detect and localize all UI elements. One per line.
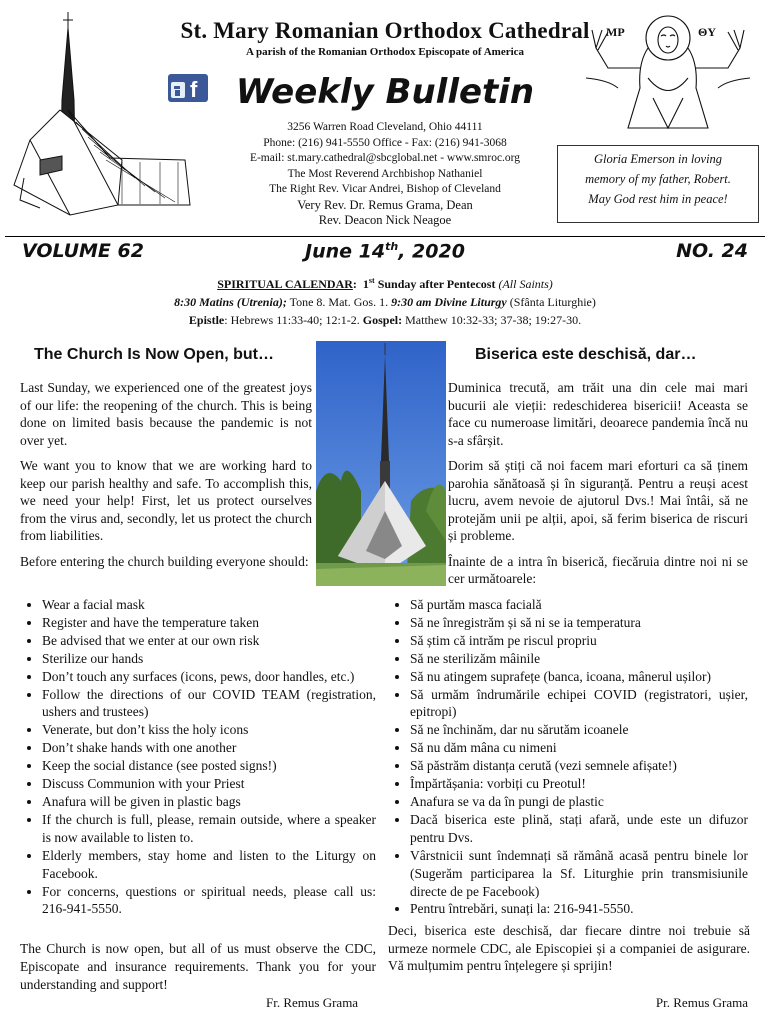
english-paragraph: Before entering the church building everyone should: — [20, 553, 309, 569]
english-paragraph: We want you to know that we are working hard to keep our parish healthy and safe. To accomplish this, we need your help! First, let us protect ourselves from the virus and, secondly, let us protect the church from liabilities. — [20, 458, 312, 543]
romanian-closing: Deci, biserica este deschisă, dar fiecare dintre noi trebuie să urmeze normele CDC, ale Episcopiei și a companiei de asigurare. Vă mulțumim pentru înțelegere și sprijin! — [388, 923, 750, 973]
romanian-paragraph: Dorim să știți că noi facem mari eforturi ca să ținem parohia sănătoasă și în siguranță. Pentru a reuși acest lucru, avem nevoie de ajutorul Dvs.! Mai întâi, să ne protejăm unii pe alții, apoi, să ferim biserica de riscuri și probleme. — [448, 458, 748, 543]
romanian-heading: Biserica este deschisă, dar… — [475, 346, 697, 363]
list-item: • Să ne închinăm, dar nu sărutăm icoanele — [410, 721, 748, 739]
english-heading: The Church Is Now Open, but… — [34, 346, 274, 363]
english-signature: Fr. Remus Grama — [266, 995, 359, 1010]
clergy-archbishop: The Most Reverend Archbishop Nathaniel — [287, 167, 483, 180]
parish-subtitle: A parish of the Romanian Orthodox Episcopate of America — [245, 46, 525, 58]
church-photo — [316, 341, 446, 586]
list-item: • Să purtăm masca facială — [410, 596, 748, 614]
list-item: • Să ne înregistrăm și să ni se ia temperatura — [410, 614, 748, 632]
list-item: • Dacă biserica este plină, stați afară, unde este un difuzor pentru Dvs. — [410, 811, 748, 847]
list-item: • Pentru întrebări, sunați la: 216-941-5550. — [410, 900, 748, 918]
list-item: • For concerns, questions or spiritual needs, please call us: 216-941-5550. — [42, 883, 376, 919]
romanian-paragraph: Înainte de a intra în biserică, fiecăruia dintre noi ni se cer următoarele: — [448, 553, 748, 586]
list-item: • Să păstrăm distanța cerută (vezi semnele afișate!) — [410, 757, 748, 775]
list-item: • If the church is full, please, remain outside, where a speaker is now available to listen to. — [42, 811, 376, 847]
spiritual-calendar: SPIRITUAL CALENDAR: 1st Sunday after Pentecost (All Saints) 8:30 Matins (Utrenia); Tone 8. Mat. Gos. 1. 9:30 am Divine Liturgy (Sfânta Liturghie) Epistle: Hebrews 11:33-40; 12:1-2. Gospel: Matthew 10:32-33; 37-38; 19:27-30. — [174, 276, 596, 327]
email-web[interactable]: E-mail: st.mary.cathedral@sbcglobal.net - www.smroc.org — [249, 152, 521, 164]
volume-label: VOLUME 62 — [22, 240, 144, 262]
english-rules-list — [20, 596, 376, 918]
address: 3256 Warren Road Cleveland, Ohio 44111 — [287, 121, 483, 133]
list-item: • Să nu atingem suprafețe (banca, icoana, mânerul ușilor) — [410, 668, 748, 686]
list-item: • Follow the directions of our COVID TEAM (registration, ushers and trustees) — [42, 686, 376, 722]
memorial-line: memory of my father, Robert. — [585, 172, 731, 186]
romanian-signature: Pr. Remus Grama — [655, 995, 748, 1010]
memorial-line: Gloria Emerson in loving — [593, 152, 723, 166]
svg-text:f: f — [190, 77, 198, 102]
list-item: • Să nu dăm mâna cu nimeni — [410, 739, 748, 757]
list-item: • Elderly members, stay home and listen to the Liturgy on Facebook. — [42, 847, 376, 883]
issue-date: June 14th, 2020 — [305, 240, 465, 263]
list-item: • Don’t shake hands with one another — [42, 739, 376, 757]
list-item: • Anafura will be given in plastic bags — [42, 793, 376, 811]
bulletin-title: Weekly Bulletin — [235, 72, 535, 112]
list-item: • Anafura se va da în pungi de plastic — [410, 793, 748, 811]
divider — [5, 236, 765, 237]
contact-block — [200, 120, 570, 229]
romanian-rules-list — [388, 596, 748, 918]
phone-fax: Phone: (216) 941-5550 Office - Fax: (216) 941-3068 — [263, 136, 507, 149]
list-item: • Să urmăm îndrumările echipei COVID (registratori, ușier, epitropi) — [410, 686, 748, 722]
list-item: • Să știm că intrăm pe riscul propriu — [410, 632, 748, 650]
english-intro — [20, 379, 312, 578]
list-item: • Discuss Communion with your Priest — [42, 775, 376, 793]
romanian-intro — [448, 379, 748, 596]
icon-label-mp: MP — [606, 25, 625, 39]
parish-title: St. Mary Romanian Orthodox Cathedral — [180, 18, 590, 43]
memorial-box — [557, 145, 759, 223]
clergy-deacon: Rev. Deacon Nick Neagoe — [318, 213, 452, 227]
clergy-bishop: The Right Rev. Vicar Andrei, Bishop of Cleveland — [269, 183, 501, 195]
romanian-paragraph: Duminica trecută, am trăit una din cele mai mari bucurii ale vieții: redeschiderea bisericii! Aceasta se face cu numeroase limitări, deoarece pandemia încă nu s-a sfârșit. — [448, 380, 748, 448]
memorial-line: May God rest him in peace! — [588, 192, 728, 206]
list-item: • Wear a facial mask — [42, 596, 376, 614]
list-item: • Keep the social distance (see posted signs!) — [42, 757, 376, 775]
list-item: • Să ne sterilizăm mâinile — [410, 650, 748, 668]
list-item: • Vârstnicii sunt îndemnați să rămână acasă pentru binele lor (Sugerăm participarea la Sf. Liturghie prin transmisiunile directe de pe Facebook) — [410, 847, 748, 901]
icon-label-theta: ΘY — [698, 25, 716, 39]
list-item: • Don’t touch any surfaces (icons, pews, door handles, etc.) — [42, 668, 376, 686]
list-item: • Venerate, but don’t kiss the holy icons — [42, 721, 376, 739]
english-closing: The Church is now open, but all of us must observe the CDC, Episcopate and insurance requirements. Thank you for your understanding and support! — [20, 941, 376, 992]
list-item: • Împărtășania: vorbiți cu Preotul! — [410, 775, 748, 793]
list-item: • Be advised that we enter at our own risk — [42, 632, 376, 650]
english-paragraph: Last Sunday, we experienced one of the greatest joys of our life: the reopening of the church. This is being done on limited basis because the pandemic is not over yet. — [20, 380, 312, 448]
list-item: • Sterilize our hands — [42, 650, 376, 668]
list-item: • Register and have the temperature taken — [42, 614, 376, 632]
clergy-dean: Very Rev. Dr. Remus Grama, Dean — [297, 197, 473, 212]
issue-number: NO. 24 — [676, 240, 748, 262]
